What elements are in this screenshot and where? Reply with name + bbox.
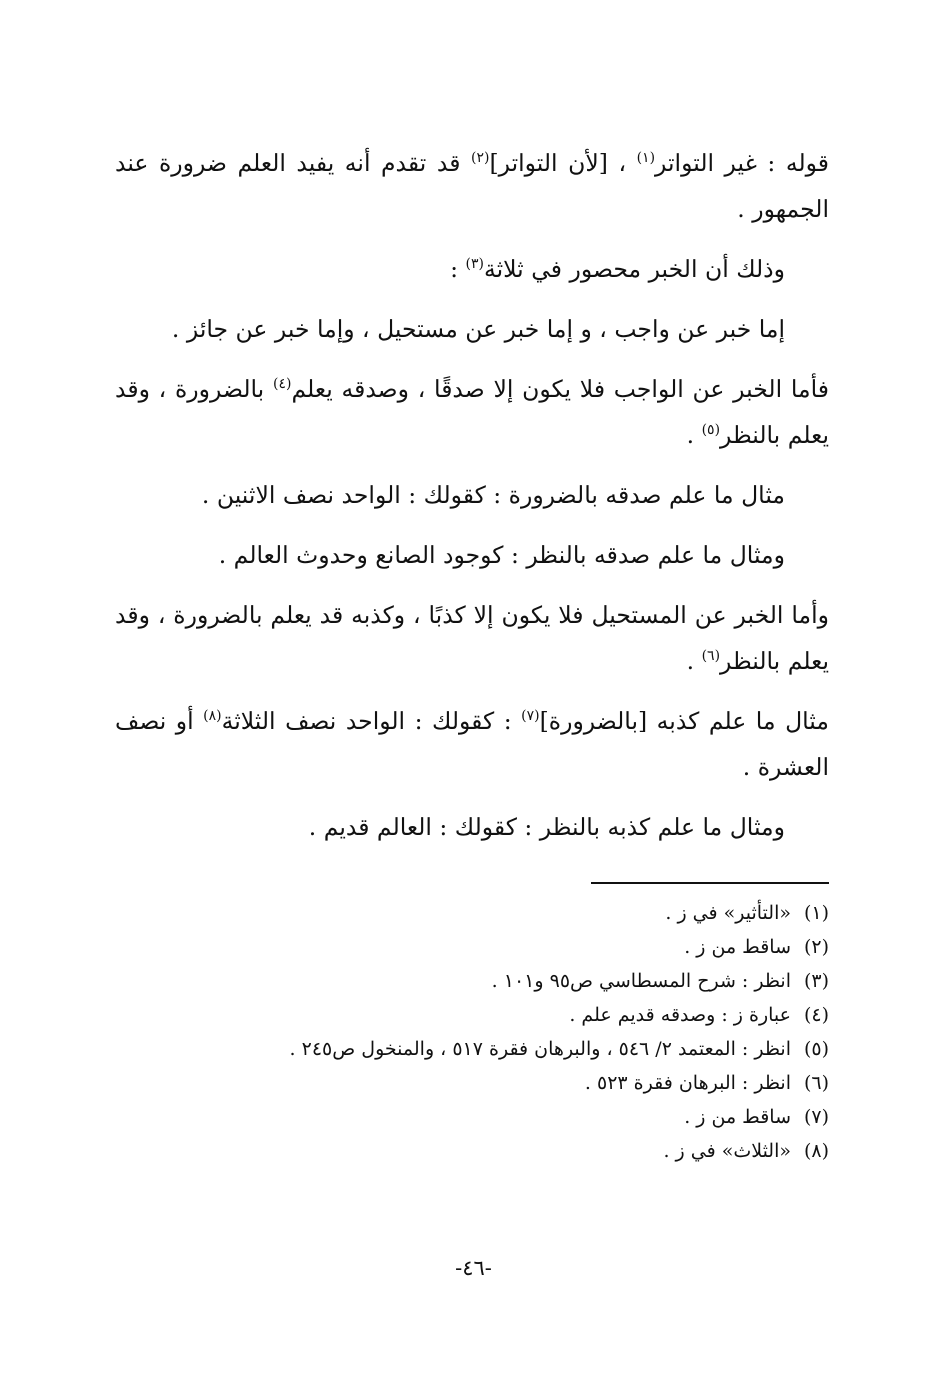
- paragraph-3: إما خبر عن واجب ، و إما خبر عن مستحيل ، وإما خبر عن جائز .: [171, 315, 785, 343]
- footnote-ref-5: (٥): [701, 422, 721, 439]
- footnote-text: انظر : البرهان فقرة ٥٢٣ .: [584, 1072, 791, 1094]
- footnote-5: [115, 1032, 829, 1066]
- footnote-1: [115, 896, 829, 930]
- footnote-2: [115, 930, 829, 964]
- footnote-number: (٦): [803, 1072, 829, 1094]
- paragraph-4: فأما الخبر عن الواجب فلا يكون إلا صدقًا ، وصدقه يعلم$^{(٤)}$ بالضرورة ، وقد يعلم بالنظر$^{(٥)}$ .: [115, 375, 829, 449]
- footnote-ref-2: (٢): [470, 150, 490, 167]
- footnote-text: ساقط من ز .: [684, 1106, 791, 1128]
- footnote-text: ساقط من ز .: [684, 936, 791, 958]
- paragraph-1: قوله : غير التواتر$^{(١)}$ ، [لأن التواتر]$^{(٢)}$ قد تقدم أنه يفيد العلم ضرورة عند الجمهور .: [115, 149, 829, 223]
- footnote-8: [115, 1134, 829, 1168]
- footnote-3: [115, 964, 829, 998]
- footnote-number: (١): [803, 902, 829, 924]
- footnote-number: (٣): [803, 970, 829, 992]
- footnote-number: (٧): [803, 1106, 829, 1128]
- footnote-separator: [591, 882, 829, 884]
- footnote-number: (٨): [803, 1140, 829, 1162]
- footnote-text: «الثلاث» في ز .: [663, 1140, 791, 1162]
- footnote-number: (٥): [803, 1038, 829, 1060]
- footnote-text: انظر : شرح المسطاسي ص٩٥ و١٠١ .: [491, 970, 791, 992]
- footnote-number: (٤): [803, 1004, 829, 1026]
- footnote-ref-3: (٣): [465, 256, 485, 273]
- paragraph-2: وذلك أن الخبر محصور في ثلاثة$^{(٣)}$ :: [450, 255, 785, 283]
- paragraph-7: وأما الخبر عن المستحيل فلا يكون إلا كذبًا ، وكذبه قد يعلم بالضرورة ، وقد يعلم بالنظر$^{(٦)}$ .: [115, 601, 829, 675]
- footnote-text: عبارة ز : وصدقه قديم علم .: [569, 1004, 791, 1026]
- paragraph-6: ومثال ما علم صدقه بالنظر : كوجود الصانع وحدوث العالم .: [218, 541, 785, 569]
- main-text: [115, 140, 829, 864]
- footnote-ref-7: (٧): [521, 708, 540, 725]
- paragraph-9: ومثال ما علم كذبه بالنظر : كقولك : العالم قديم .: [308, 813, 785, 841]
- footnotes: [115, 896, 829, 1168]
- footnote-4: [115, 998, 829, 1032]
- footnote-ref-8: (٨): [203, 708, 222, 725]
- footnote-7: [115, 1100, 829, 1134]
- paragraph-5: مثال ما علم صدقه بالضرورة : كقولك : الواحد نصف الاثنين .: [201, 481, 785, 509]
- page-number: -٤٦-: [455, 1256, 492, 1280]
- footnote-ref-1: (١): [636, 150, 656, 167]
- paragraph-8: مثال ما علم كذبه [بالضرورة]$^{(٧)}$ : كقولك : الواحد نصف الثلاثة$^{(٨)}$ أو نصف العشرة .: [115, 707, 829, 781]
- footnote-number: (٢): [803, 936, 829, 958]
- footnote-6: [115, 1066, 829, 1100]
- footnote-text: «التأثير» في ز .: [665, 902, 791, 924]
- footnote-text: انظر : المعتمد ٢/ ٥٤٦ ، والبرهان فقرة ٥١٧ ، والمنخول ص٢٤٥ .: [289, 1038, 791, 1060]
- footnote-ref-6: (٦): [701, 648, 721, 665]
- footnote-ref-4: (٤): [272, 376, 292, 393]
